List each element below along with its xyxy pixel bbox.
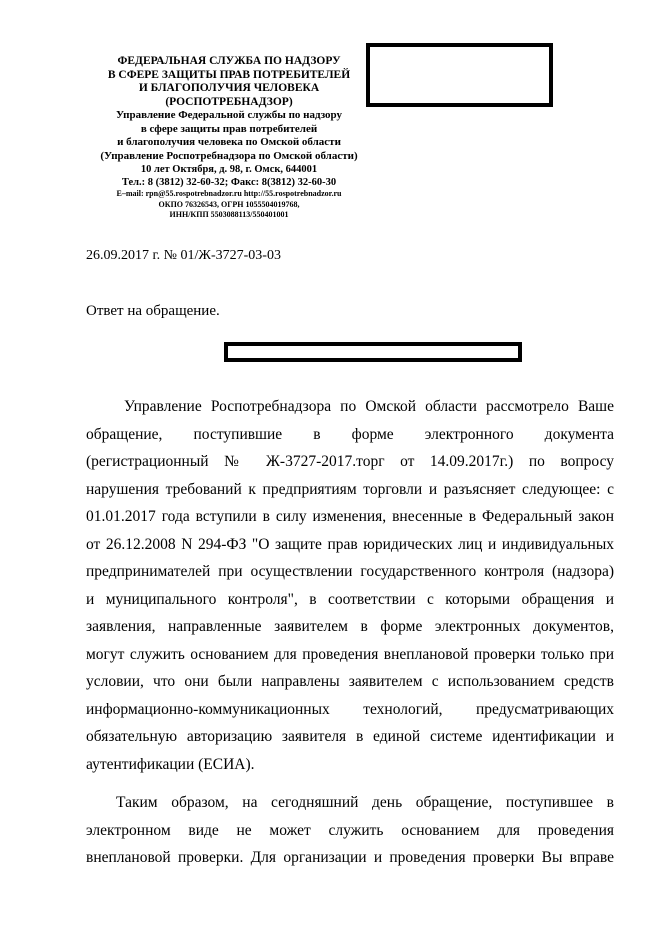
inn-kpp: ИНН/КПП 5503088113/550401001 (169, 210, 289, 219)
body-line: могут служить основанием для проведения внеплановой проверки только при (86, 645, 614, 663)
letterhead (84, 55, 374, 221)
body-line: от 26.12.2008 N 294-ФЗ "О защите прав юридических лиц и индивидуальных (86, 535, 614, 553)
body-line: обращение, поступившие в форме электронного документа (86, 425, 614, 443)
okpo-ogrn: ОКПО 76326543, ОГРН 1055504019768, (158, 199, 300, 209)
department-name-line-3: и благополучия человека по Омской области (117, 136, 341, 148)
subject-line: Ответ на обращение. (86, 303, 220, 319)
department-abbreviation: (Управление Роспотребнадзора по Омской области) (100, 149, 358, 162)
body-line: 01.01.2017 года вступили в силу изменения, внесенные в Федеральный закон (86, 508, 614, 525)
body-paragraph-2 (86, 789, 614, 872)
body-line: нарушения требований к предприятиям торговли и разъясняет следующее: с (86, 480, 614, 498)
body-line: обязательную авторизацию заявителя в единой системе идентификации и (86, 728, 614, 745)
agency-abbreviation: (РОСПОТРЕБНАДЗОР) (165, 95, 293, 108)
redacted-recipient-box (366, 43, 553, 107)
body-line: заявления, направленные заявителем в форме электронных документов, (86, 618, 614, 635)
body-line: внеплановой проверки. Для организации и проведения проверки Вы вправе (86, 849, 614, 866)
body-line: информационно-коммуникационных технологий, предусматривающих (86, 700, 614, 718)
agency-name-line-1: ФЕДЕРАЛЬНАЯ СЛУЖБА ПО НАДЗОРУ (117, 55, 341, 67)
phone-fax: Тел.: 8 (3812) 32-60-32; Факс: 8(3812) 32-60-30 (121, 177, 337, 188)
body-paragraph-1 (86, 393, 614, 778)
body-line: условии, что они были направлены заявителем с использованием средств (86, 673, 614, 690)
body-line: аутентификации (ЕСИА). (86, 755, 255, 773)
body-line: Таким образом, на сегодняшний день обращение, поступившее в (116, 794, 614, 811)
department-name-line-1: Управление Федеральной службы по надзору (115, 109, 343, 121)
redacted-addressee-box (224, 342, 522, 362)
reference-number: 26.09.2017 г. № 01/Ж-3727-03-03 (86, 248, 281, 263)
department-name-line-2: в сфере защиты прав потребителей (140, 122, 318, 135)
body-line: электронном виде не может служить основанием для проведения (86, 821, 614, 839)
address: 10 лет Октября, д. 98, г. Омск, 644001 (140, 164, 318, 175)
agency-name-line-2: В СФЕРЕ ЗАЩИТЫ ПРАВ ПОТРЕБИТЕЛЕЙ (107, 68, 351, 81)
body-line: (регистрационный № Ж-3727-2017.торг от 14.09.2017г.) по вопросу (86, 453, 614, 470)
agency-name-line-3: И БЛАГОПОЛУЧИЯ ЧЕЛОВЕКА (138, 82, 320, 94)
body-line: Управление Роспотребнадзора по Омской области рассмотрело Ваше (124, 398, 614, 415)
body-line: и муниципального контроля", в соответствии с которыми обращения и (86, 590, 614, 608)
body-line: предпринимателей при осуществлении государственного контроля (надзора) (86, 563, 614, 580)
email-website: E–mail: rpn@55.rospotrebnadzor.ru http://55.rospotrebnadzor.ru (116, 189, 342, 198)
